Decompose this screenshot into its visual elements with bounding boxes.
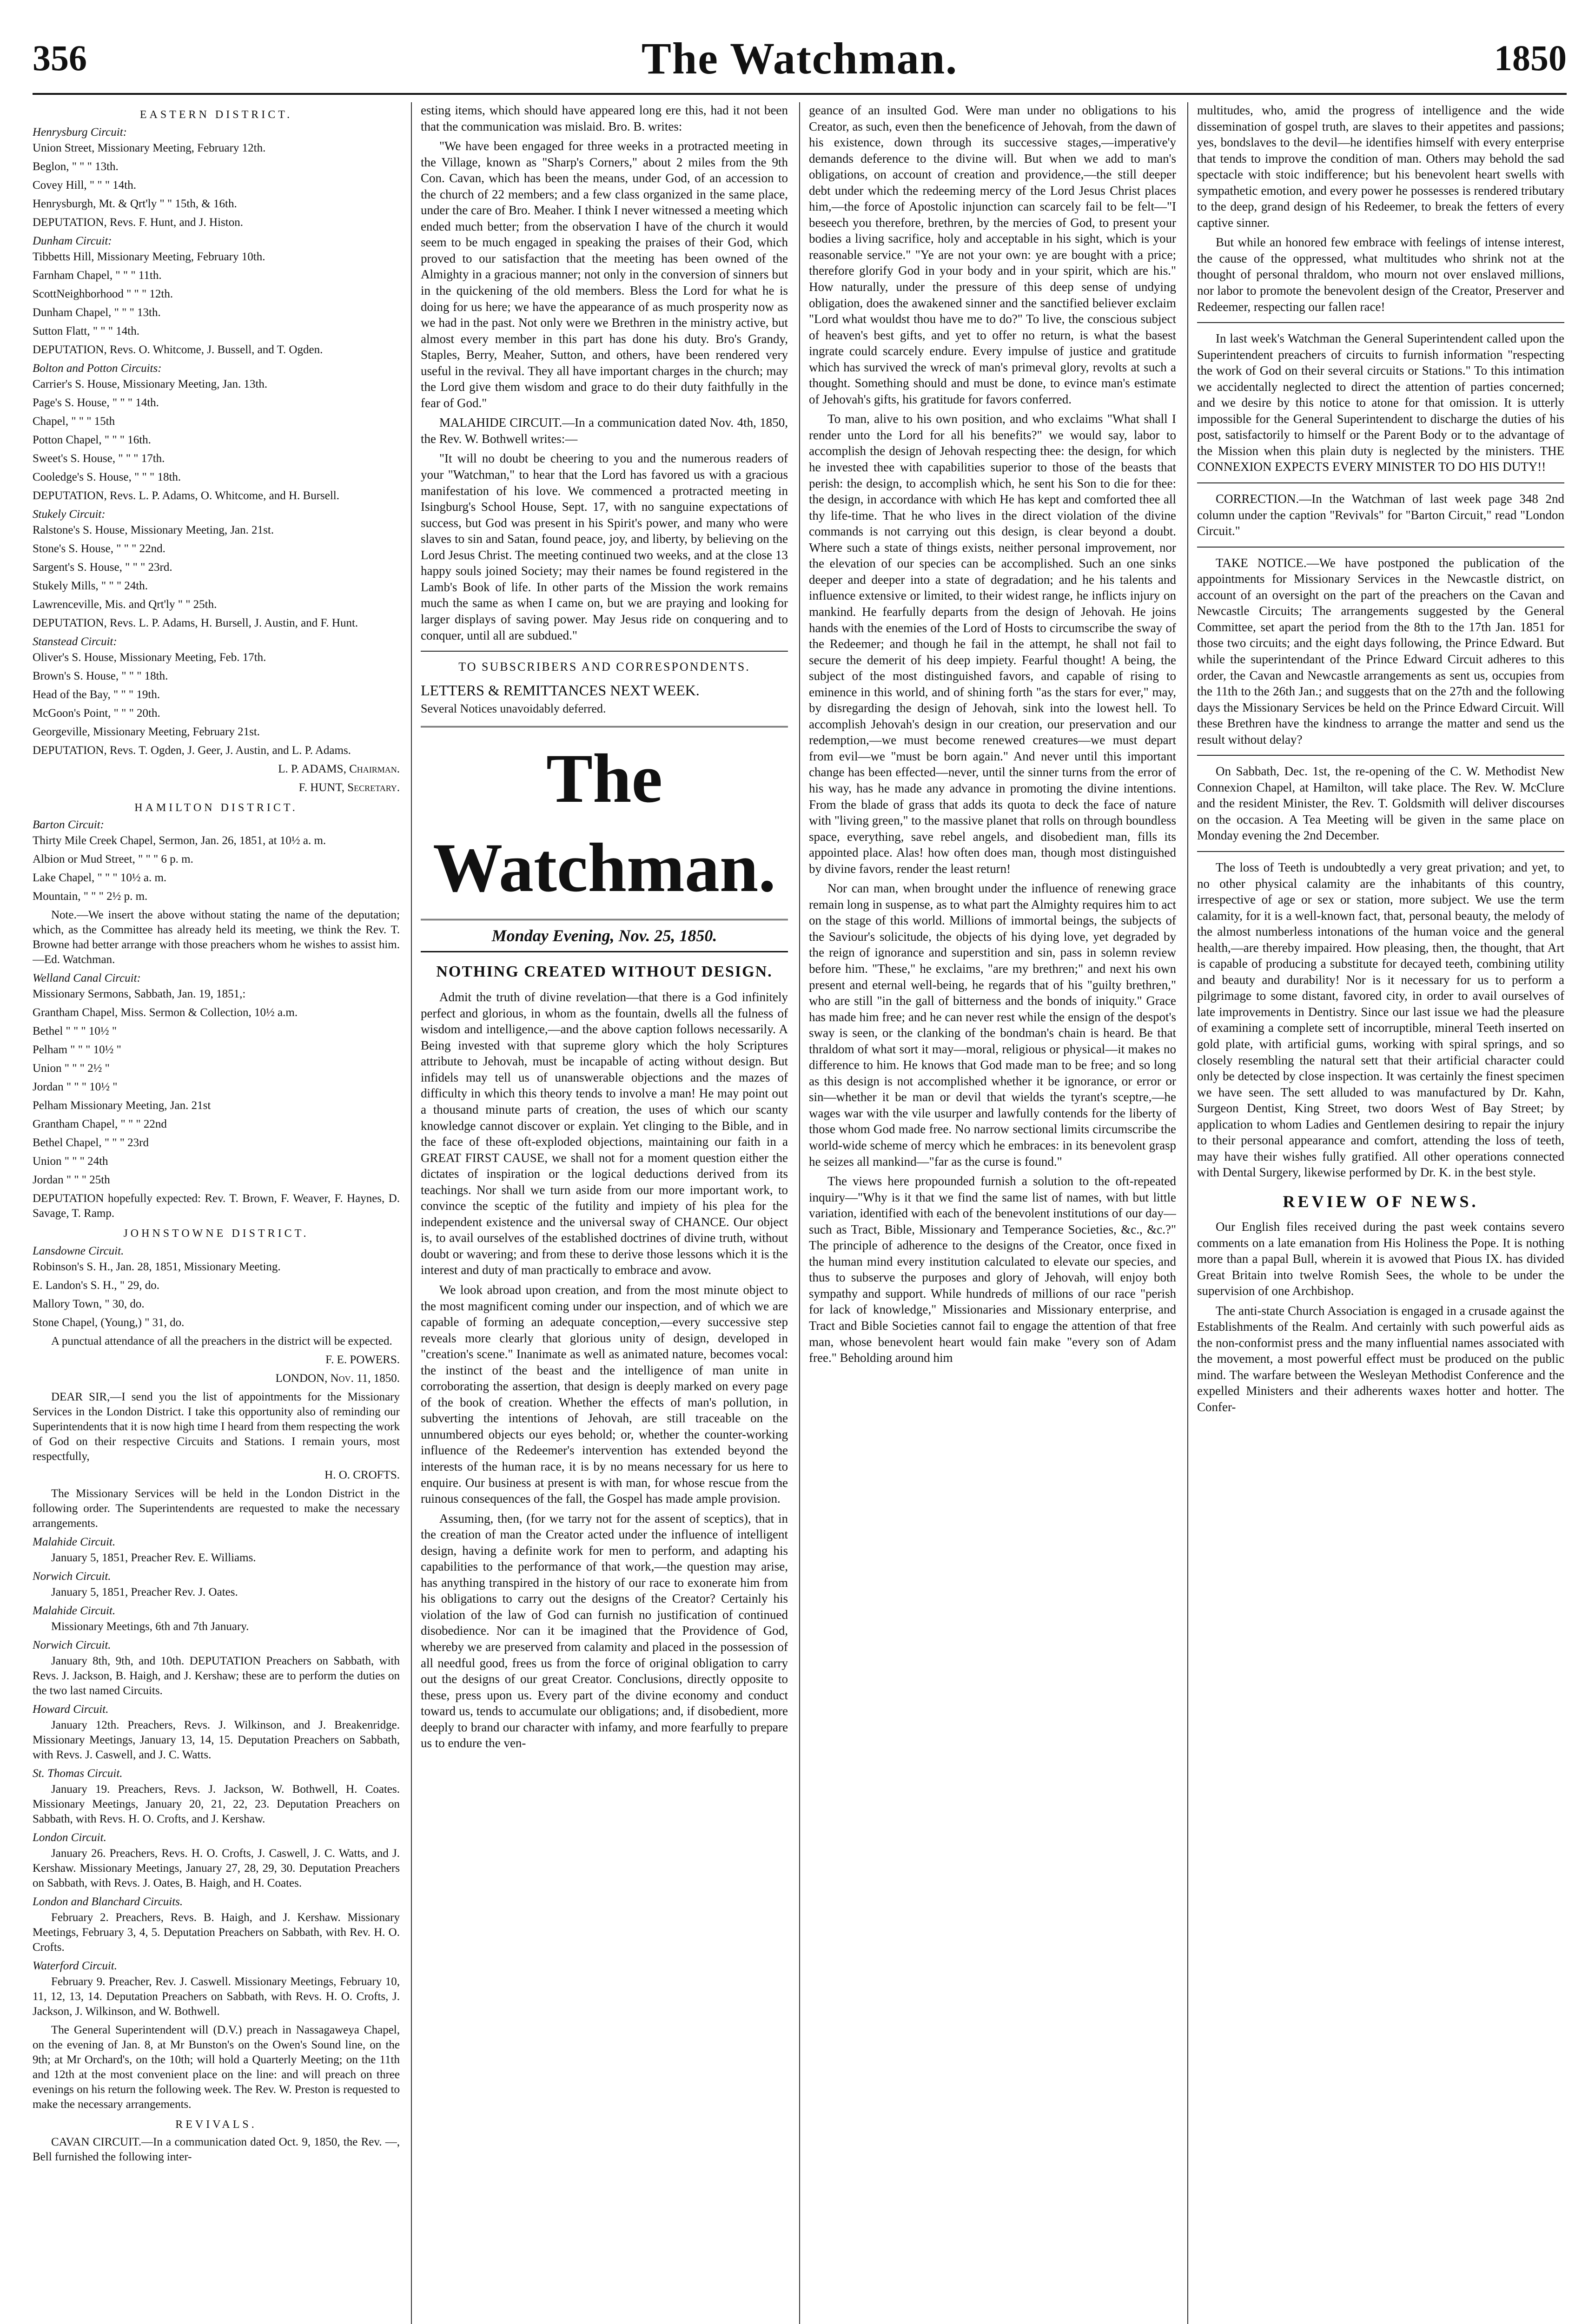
appointment-list: [33, 1260, 400, 1330]
news-paragraph: Our English files received during the past week contains severo comments on a late emanation from His Holiness the Pope. It is nothing more than a papal Bull, wherein it is avowed that Pious IX. has divided Great Britain into twelve Romish Sees, the whole to be under the supervision of one Archbishop.: [1197, 1219, 1564, 1298]
signature: L. P. ADAMS, Chairman.: [278, 762, 400, 775]
appointment-line: ScottNeighborhood " " " 12th.: [33, 287, 173, 300]
notice: LETTERS & REMITTANCES NEXT WEEK.: [421, 682, 700, 699]
appointment-line: Farnham Chapel, " " " 11th.: [33, 269, 162, 282]
circuit-heading: Welland Canal Circuit:: [33, 972, 141, 985]
running-header: [33, 33, 1567, 95]
appointment-line: Page's S. House, " " " 14th.: [33, 396, 159, 409]
appointment-line: DEPUTATION, Revs. F. Hunt, and J. Histon.: [33, 216, 243, 229]
appointment-line: Stone's S. House, " " " 22nd.: [33, 542, 165, 555]
appointment-line: DEPUTATION, Revs. L. P. Adams, O. Whitcome, and H. Bursell.: [33, 489, 339, 502]
appointment-line: Sargent's S. House, " " " 23rd.: [33, 561, 172, 574]
appointment-list: [33, 523, 400, 631]
circuit-heading: Stukely Circuit:: [33, 508, 106, 521]
notice-paragraph: On Sabbath, Dec. 1st, the re-opening of the C. W. Methodist New Connexion Chapel, at Hamilton, will take place. The Rev. W. McClure and the resident Minister, the Rev. T. Goldsmith will deliver discourses on the occasion. A Tea Meeting will be given in the same place on Monday evening the 2nd December.: [1197, 764, 1564, 843]
appointment-line: Georgeville, Missionary Meeting, February 21st.: [33, 725, 260, 738]
appointment-line: McGoon's Point, " " " 20th.: [33, 706, 160, 720]
quoted-letter: "We have been engaged for three weeks in a protracted meeting in the Village, known as "Sharp's Corners," about 2 miles from the 9th Con. Cavan, which has been the means, under God, of an accession to the church of 22 members; and a few class organized in the same place, under the care of Bro. Meaher. I think I never witnessed a meeting which ended much better; from the observation I have of the church it would seem to be much engaged in speaking the praises of their God, which proved to our satisfaction that the meeting has been owned of the Almighty in a gracious manner; not only in the conversion of sinners but in the quickening of the old members. Bless the Lord for what he is doing for us here; we have the appearance of as much prosperity now as we had in the past. Not only were we Brethren in the ministry active, but almost every member in this part has done his duty. Bro's Grandy, Staples, Berry, Meaher, Sutton, and others, have been rendered very useful in the revival. They all have important charges in the church; may the Lord give them wisdom and grace to do their duty faithfully in the fear of God.": [421, 139, 788, 410]
paragraph: Missionary Meetings, 6th and 7th January.: [51, 1620, 249, 1633]
circuit-heading: Stanstead Circuit:: [33, 635, 117, 648]
divider: [421, 651, 788, 652]
appointment-line: E. Landon's S. H., " 29, do.: [33, 1279, 160, 1292]
circuit-heading: Malahide Circuit.: [33, 1604, 116, 1618]
divider: [1197, 547, 1564, 548]
appointment-line: Ralstone's S. House, Missionary Meeting, Jan. 21st.: [33, 523, 274, 536]
article-paragraph: We look abroad upon creation, and from the most minute object to the most magnificent coming under our inspection, and of which we are capable of forming an adequate conception,—every successive step reveals more clearly that glorious unity of design, developed in "creation's scene." Inanimate as well as animated nature, becomes vocal: the instinct of the beast and the intelligence of man unite in corroborating the assertion, that design is deeply marked on every page of the book of creation. Whether the effects of man's pollution, in subverting the intentions of Jehovah, are still traceable on the unnumbered objects our eyes behold; or, whether the counter-working influence of the Redeemer's intervention has extended beyond the interests of the human race, it is by no means necessary for us here to enquire. Our business at present is with man, for whose rescue from the ruinous consequences of the fall, the Gospel has made ample provision.: [421, 1282, 788, 1506]
appointment-line: Grantham Chapel, Miss. Sermon & Collection, 10½ a.m.: [33, 1006, 298, 1019]
appointment-line: Oliver's S. House, Missionary Meeting, Feb. 17th.: [33, 651, 266, 664]
appointment-line: DEPUTATION, Revs. O. Whitcome, J. Bussell, and T. Ogden.: [33, 343, 323, 356]
column-rule: [799, 102, 800, 2324]
appointment-list: [33, 141, 400, 230]
appointment-line: Sutton Flatt, " " " 14th.: [33, 324, 139, 337]
circuit-heading: London Circuit.: [33, 1831, 106, 1844]
appointment-line: Albion or Mud Street, " " " 6 p. m.: [33, 853, 193, 866]
circuit-heading: Barton Circuit:: [33, 819, 104, 832]
quoted-letter: "It will no doubt be cheering to you and the numerous readers of your "Watchman," to hear that the Lord has favored us with a gracious manifestation of his love. We commenced a protracted meeting in Isingburg's School House, Sept. 17, with no sanguine expectations of success, but God was present in his Spirit's power, and many who were slaves to sin and Satan, found peace, joy, and liberty, by believing on the Lord Jesus Christ. The meeting continued two weeks, and at the close 13 happy souls joined Society; may their names be found registered in the Lamb's Book of life. In other parts of the Mission the work remains much the same as when I came on, but we are praying and looking for larger displays of saving power. May Jesus ride on conquering and to conquer, until all are subdued.": [421, 451, 788, 642]
correspondents-heading: TO SUBSCRIBERS AND CORRESPONDENTS.: [458, 660, 750, 674]
editor-note: Note.—We insert the above without stating the name of the deputation; which, as the Committee has already held its meeting, we think the Rev. T. Browne had better arrange with those preachers whom he wishes to assist him.—Ed. Watchman.: [33, 909, 400, 966]
divider: [1197, 755, 1564, 756]
appointment-list: [33, 987, 400, 1221]
appointment-line: Mallory Town, " 30, do.: [33, 1298, 145, 1311]
paragraph: CAVAN CIRCUIT.—In a communication dated Oct. 9, 1850, the Rev. —, Bell furnished the following inter-: [33, 2135, 400, 2163]
circuit-heading: Dunham Circuit:: [33, 234, 112, 247]
appointment-line: Union " " " 2½ ": [33, 1062, 110, 1075]
article-paragraph: Nor can man, when brought under the influence of renewing grace remain long in suspense, as to what part the Almighty requires him to act on the stage of this world. Millions of immortal beings, the subjects of the Saviour's solicitude, the objects of his dying love, yet degraded by the reign of ignorance and superstition and sin, pass in solemn review before him. "These," he exclaims, "are my brethren;" and next his own present and eternal well-being, he regards that of his "guilty brethren," who are still "in the gall of bitterness and the bonds of iniquity." Grace has made him free; and he can never rest while the ensign of the despot's sway is seen, or the clanking of the bondman's chain is heard. Be that thraldom of what sort it may—moral, religious or physical—it makes no difference to him. He knows that God made man to be free; and so long as this design is not accomplished whether it be ignorance, or error or sin—whether it be man or devil that wields the tyrant's sceptre,—he wages war with the vile usurper and lawfully contends for the liberty of those whom God made free. No narrow sectional limits circumscribe the world-wide scheme of mercy which he embraces: in its benevolent grasp he seizes all mankind—"far as the curse is found.": [809, 881, 1176, 1169]
signature: F. HUNT, Secretary.: [298, 781, 400, 794]
appointment-line: Bethel Chapel, " " " 23rd: [33, 1136, 149, 1149]
circuit-heading: Norwich Circuit.: [33, 1639, 111, 1652]
columns: [33, 102, 1567, 2324]
appointment-list: [33, 650, 400, 758]
dateline: Monday Evening, Nov. 25, 1850.: [421, 925, 788, 952]
appointment-line: Union Street, Missionary Meeting, February 12th.: [33, 141, 266, 154]
circuit-heading: Waterford Circuit.: [33, 1960, 117, 1973]
paragraph: January 19. Preachers, Revs. J. Jackson, W. Bothwell, H. Coates. Missionary Meetings, January 20, 21, 22, 23. Deputation Preachers on Sabbath, with Revs. H. O. Crofts, and J. Kershaw.: [33, 1783, 400, 1826]
article-paragraph: multitudes, who, amid the progress of intelligence and the wide dissemination of gospel truth, are slaves to their appetites and passions; yes, bondslaves to the devil—he identifies himself with every enterprise that tends to improve the condition of man. Others may behold the sad spectacle with stoic indifference; but his benevolent heart swells with sympathetic emotion, and every power he possesses is rendered tributary to the deep, grand design of his Redeemer, to break the fetters of every captive sinner.: [1197, 103, 1564, 230]
appointment-line: Jordan " " " 25th: [33, 1174, 110, 1187]
letter: DEAR SIR,—I send you the list of appointments for the Missionary Services in the London District. I take this opportunity also of reminding our Superintendents that it is now high time I heard from them respecting the work of God on their respective Circuits and Stations. I remain yours, most respectfully,: [33, 1391, 400, 1463]
appointment-line: Pelham " " " 10½ ": [33, 1043, 121, 1056]
district-heading: JOHNSTOWNE DISTRICT.: [123, 1228, 309, 1240]
divider: [1197, 851, 1564, 852]
signature: H. O. CROFTS.: [324, 1469, 400, 1482]
correction-paragraph: CORRECTION.—In the Watchman of last week page 348 2nd column under the caption "Revivals" for "Barton Circuit," read "London Circuit.": [1197, 492, 1564, 538]
year: 1850: [1494, 38, 1567, 78]
letter-date: LONDON, Nov. 11, 1850.: [275, 1372, 400, 1385]
appointment-line: Potton Chapel, " " " 16th.: [33, 433, 151, 446]
appointment-line: Cooledge's S. House, " " " 18th.: [33, 470, 181, 483]
circuit-heading: London and Blanchard Circuits.: [33, 1895, 183, 1908]
column-rule: [1187, 102, 1188, 2324]
appointment-line: Carrier's S. House, Missionary Meeting, Jan. 13th.: [33, 377, 268, 390]
appointment-line: Chapel, " " " 15th: [33, 415, 115, 428]
appointment-line: Robinson's S. H., Jan. 28, 1851, Missionary Meeting.: [33, 1261, 281, 1274]
newspaper-page: [33, 33, 1567, 2324]
nameplate: The Watchman.: [421, 726, 788, 920]
circuit-heading: Malahide Circuit.: [33, 1536, 116, 1549]
column-3: [809, 102, 1176, 2324]
divider: [1197, 482, 1564, 483]
paragraph: January 5, 1851, Preacher Rev. J. Oates.: [51, 1586, 238, 1599]
review-heading: REVIEW OF NEWS.: [1283, 1192, 1479, 1211]
notice-paragraph: TAKE NOTICE.—We have postponed the publication of the appointments for Missionary Services in the Newcastle district, on account of an oversight on the part of the preachers on the Cavan and Newcastle Circuits; The arrangements suggested by the General Committee, set apart the period from the 8th to the 17th Jan. 1851 for those two circuits; and the eight days following, the Prince Edward. But while the superintendant of the Prince Edward Circuit adheres to this order, the Cavan and Newcastle arrangements as sent us, occupies from the 11th to the 26th Jan.; and suggests that on the 27th and the following days the Missionary Services be held on the Prince Edward Circuit. Will these Brethren have the kindness to arrange the matter and send us the result without delay?: [1197, 555, 1564, 746]
appointment-line: Beglon, " " " 13th.: [33, 160, 119, 173]
appointment-line: Covey Hill, " " " 14th.: [33, 178, 136, 191]
paragraph: January 26. Preachers, Revs. H. O. Crofts, J. Caswell, J. C. Watts, and J. Kershaw. Missionary Meetings, January 27, 28, 29, 30. Deputation Preachers on Sabbath, with Revs. J. Oates, B. Haigh, and H. Coates.: [33, 1847, 400, 1890]
news-paragraph: The anti-state Church Association is engaged in a crusade against the Establishments of the Realm. And certainly with such powerful aids as the non-conformist press and the many influential names associated with the movement, a most powerful effect must be produced on the public mind. The warfare between the Wesleyan Methodist Conference and the expelled Ministers and their adherents waxes hotter and hotter. The Confer-: [1197, 1303, 1564, 1414]
column-4: [1197, 102, 1564, 2324]
divider: [1197, 322, 1564, 323]
paragraph: A punctual attendance of all the preachers in the district will be expected.: [51, 1335, 392, 1348]
appointment-line: Dunham Chapel, " " " 13th.: [33, 306, 161, 319]
column-rule: [411, 102, 412, 2324]
appointment-line: DEPUTATION, Revs. L. P. Adams, H. Bursell, J. Austin, and F. Hunt.: [33, 616, 358, 629]
notice-paragraph: The loss of Teeth is undoubtedly a very great privation; and yet, to no other physical calamity are the inhabitants of this country, irrespective of age or sex or station, more subject. We use the term calamity, for it is a well-known fact, that, personal beauty, the melody of the almost numberless intonations of the human voice and the general health,—are thereby impaired. How pleasing, then, the thought, that Art is capable of producing a substitute for decayed teeth, combining utility and beauty and durability! Nor is it necessary for us to perform a pilgrimage to some distant, favored city, in order to avail ourselves of late improvements in Dentistry. Since our last issue we had the pleasure of examining a complete sett of incorruptible, mineral Teeth inserted on gold plate, with artificial gums, working with spiral springs, and so closely resembling the natural sett that their artificial character could only be detected by close inspection. It was certainly the finest specimen we have seen. The sett alluded to was manufactured by Dr. Kahn, Surgeon Dentist, King Street, two doors West of Bay Street; by application to whom Ladies and Gentlemen desiring to repair the injury to their personal appearance and comfort, attending the loss of teeth, may have their wishes fully gratified. All other operations connected with Dental Surgery, likewise performed by Dr. K. in the best style.: [1197, 860, 1564, 1180]
circuit-heading: Bolton and Potton Circuits:: [33, 362, 162, 375]
circuit-heading: Henrysburg Circuit:: [33, 125, 127, 139]
circuit-heading: St. Thomas Circuit.: [33, 1767, 123, 1780]
signature: F. E. POWERS.: [325, 1353, 400, 1367]
appointment-line: Stukely Mills, " " " 24th.: [33, 579, 148, 592]
article-paragraph: Admit the truth of divine revelation—that there is a God infinitely perfect and glorious, in whom as the fountain, dwells all the fulness of wisdom and intelligence,—and the above caption follows necessarily. A Being invested with that supreme glory which the holy Scriptures attribute to Jehovah, must be incapable of acting without design. But infidels may tell us of unanswerable objections and the mazes of difficulty in which this theory tends to involve a man! He may point out a thousand minute parts of creation, the uses of which our scanty knowledge cannot discover or explain. Yet clinging to the Bible, and in the face of these oft-exploded objections, maintaining our faith in a GREAT FIRST CAUSE, we shall not for a moment question either the dictates of inspiration or the logical deductions derived from its teachings. Nor shall we turn aside from our more important work, to convince the sceptic of the futility and impiety of his plea for the independent existence and the universal sway of CHANCE. Our object is, to avail ourselves of the established doctrines of divine truth, without doubt or wavering; and from these to derive those lessons which it is the interest and duty of man practically to embrace and avow.: [421, 990, 788, 1277]
article-headline: NOTHING CREATED WITHOUT DESIGN.: [436, 963, 773, 980]
appointment-list: [33, 250, 400, 357]
paragraph: esting items, which should have appeared long ere this, had it not been that the communication was mislaid. Bro. B. writes:: [421, 103, 788, 133]
article-paragraph: The views here propounded furnish a solution to the oft-repeated inquiry—"Why is it that we find the same list of names, with but little variation, identified with each of the benevolent institutions of our day—such as Tract, Bible, Missionary and Temperance Societies, &c., &c.?" The principle of adherence to the designs of the Creator, once fixed in the human mind every institution calculated to elevate our species, and thus to subserve the purposes and glory of Jehovah, will enjoy both sympathy and support. While hundreds of millions of our race "perish for lack of knowledge," Missionaries and Missionary enterprise, and Tract and Bible Societies cannot fail to engage the attention of that free man, whose benevolent heart would fain make "every son of Adam free." Beholding around him: [809, 1174, 1176, 1365]
appointment-line: Pelham Missionary Meeting, Jan. 21st: [33, 1099, 211, 1112]
page-number: 356: [33, 38, 87, 78]
appointment-list: [33, 833, 400, 904]
paragraph: February 2. Preachers, Revs. B. Haigh, and J. Kershaw. Missionary Meetings, February 3, 4, 5. Deputation Preachers on Sabbath, with Rev. H. O. Crofts.: [33, 1911, 400, 1954]
paragraph: January 5, 1851, Preacher Rev. E. Williams.: [51, 1552, 256, 1565]
appointment-line: Lawrenceville, Mis. and Qrt'ly " " 25th.: [33, 598, 217, 611]
appointment-line: Henrysburgh, Mt. & Qrt'ly " " 15th, & 16th.: [33, 197, 237, 210]
district-heading: HAMILTON DISTRICT.: [134, 801, 298, 814]
article-paragraph: geance of an insulted God. Were man under no obligations to his Creator, as such, even then the beneficence of Jehovah, from the dawn of his existence, down through its successive stages,—imperative'y demands deference to the divine will. But when we add to man's obligations, on account of creation and providence,—the still deeper debt under which the redeeming mercy of the Lord Jesus Christ places him,—the force of Apostolic injunction can scarcely fail to be felt—"I beseech you therefore, brethren, by the mercies of God, to present your bodies a living sacrifice, holy and acceptable in his sight, which is your reasonable service." "Ye are not your own: ye are bought with a price; therefore glorify God in your body and in your spirit, which are his." How naturally, under the pressure of this deep sense of undying obligation, does the awakened sinner and the sanctified believer exclaim "Lord what wouldst thou have me to do?" To live, the conscious subject of heaven's best gifts, and yet to offer no return, is what the basest ingrate could scarcely endure. Every impulse of justice and gratitude which has survived the wreck of man's primeval glory, revolts at such a thought. Something should and must be done, to evince man's estimate of Jehovah's gifts, his gratitude for favors conferred.: [809, 103, 1176, 406]
article-paragraph: Assuming, then, (for we tarry not for the assent of sceptics), that in the creation of man the Creator acted under the influence of intelligent design, having a definite work for men to perform, and adapting his capabilities to the performance of that work,—the question may arise, has anything transpired in the history of our race to exonerate him from his obligations to carry out the designs of the Creator? Certainly his violation of the law of God can furnish no justification of continued disobedience. Nor can it be imagined that the Providence of God, whereby we are preserved from calamity and placed in the possession of all needful good, frees us from the force of original obligation to carry out the designs of our great Creator. Conclusions, directly opposite to these, press upon us. Every part of the divine economy and conduct toward us, tends to accumulate our obligations; and, if disobedient, more deeply to brand our character with infamy, and more fearfully to prepare us to endure the ven-: [421, 1511, 788, 1750]
circuit-heading: Howard Circuit.: [33, 1703, 109, 1716]
appointment-line: Missionary Sermons, Sabbath, Jan. 19, 1851,:: [33, 988, 246, 1001]
paragraph: MALAHIDE CIRCUIT.—In a communication dated Nov. 4th, 1850, the Rev. W. Bothwell writes:—: [421, 416, 788, 446]
appointment-line: Sweet's S. House, " " " 17th.: [33, 452, 165, 465]
appointment-line: Lake Chapel, " " " 10½ a. m.: [33, 872, 167, 885]
appointment-line: Jordan " " " 10½ ": [33, 1081, 118, 1094]
circuit-heading: Norwich Circuit.: [33, 1570, 111, 1583]
appointment-line: Stone Chapel, (Young,) " 31, do.: [33, 1316, 185, 1329]
column-2: [421, 102, 788, 2324]
paragraph: February 9. Preacher, Rev. J. Caswell. Missionary Meetings, February 10, 11, 12, 13, 14. Deputation Preachers on Sabbath, with Revs. H. O. Crofts, J. Jackson, J. Wilkinson, and W. Bothwell.: [33, 1975, 400, 2018]
appointment-line: Thirty Mile Creek Chapel, Sermon, Jan. 26, 1851, at 10½ a. m.: [33, 834, 326, 847]
notice: Several Notices unavoidably deferred.: [421, 702, 606, 716]
paragraph: January 12th. Preachers, Revs. J. Wilkinson, and J. Breakenridge. Missionary Meetings, January 13, 14, 15. Deputation Preachers on Sabbath, with Revs. J. Caswell, and J. C. Watts.: [33, 1719, 400, 1762]
appointment-line: Head of the Bay, " " " 19th.: [33, 688, 160, 701]
column-1: [33, 102, 400, 2324]
district-heading: EASTERN DISTRICT.: [139, 109, 293, 121]
appointment-line: Bethel " " " 10½ ": [33, 1025, 117, 1038]
appointment-line: DEPUTATION hopefully expected: Rev. T. Brown, F. Weaver, F. Haynes, D. Savage, T. Ramp.: [33, 1192, 400, 1220]
appointment-list: [33, 377, 400, 503]
notice-paragraph: In last week's Watchman the General Superintendent called upon the Superintendent preachers of circuits to furnish information "respecting the work of God on their several circuits or Stations." To this intimation we accidentally neglected to direct the attention of parties concerned; and we desire by this notice to atone for that omission. It is utterly impossible for the General Superintendent to discharge the duties of his post, satisfactorily to himself or the Parent Body or to the advantage of the Mission when this plain duty is neglected by the ministers. THE CONNEXION EXPECTS EVERY MINISTER TO DO HIS DUTY!!: [1197, 331, 1564, 474]
appointment-line: Brown's S. House, " " " 18th.: [33, 669, 168, 682]
running-title: The Watchman.: [641, 33, 958, 83]
paragraph: January 8th, 9th, and 10th. DEPUTATION Preachers on Sabbath, with Revs. J. Jackson, B. Haigh, and J. Kershaw; these are to perform the duties on the two last named Circuits.: [33, 1655, 400, 1697]
appointment-line: Mountain, " " " 2½ p. m.: [33, 890, 148, 903]
section-heading: REVIVALS.: [175, 2119, 257, 2131]
appointment-line: Grantham Chapel, " " " 22nd: [33, 1118, 167, 1131]
appointment-line: Tibbetts Hill, Missionary Meeting, February 10th.: [33, 250, 265, 263]
circuit-heading: Lansdowne Circuit.: [33, 1245, 124, 1258]
article-paragraph: But while an honored few embrace with feelings of intense interest, the cause of the oppressed, what multitudes who shrink not at the thought of personal thraldom, who mourn not over enslaved millions, nor labor to promote the benevolent design of the Creator, Preserver and Redeemer, respecting our fallen race!: [1197, 235, 1564, 314]
paragraph: The Missionary Services will be held in the London District in the following order. The Superintendents are requested to make the necessary arrangements.: [33, 1487, 400, 1530]
appointment-line: DEPUTATION, Revs. T. Ogden, J. Geer, J. Austin, and L. P. Adams.: [33, 744, 351, 757]
appointment-line: Union " " " 24th: [33, 1155, 108, 1168]
article-paragraph: To man, alive to his own position, and who exclaims "What shall I render unto the Lord for all his benefits?" we would say, labor to accomplish the design of Jehovah respecting thee: the design, for which he invested thee with capabilities superior to those of the beasts that perish: the design, to accomplish which, he sent his Son to die for thee: the design, in accordance with which He has kept and comforted thee all thy life-time. That he who lives in the direct violation of the divine commands is not carrying out this design, is clear beyond a doubt. Where such a state of things exists, neither personal improvement, nor the elevation of our species can be accomplished. Such an one sinks deeper and deeper into a state of degradation; and he his talents and influence extensive or limited, to their widest range, he inflicts injury on mankind. He fearfully departs from the design of Jehovah. He joins hands with the enemies of the Lord of Hosts to circumscribe the sway of the Redeemer; and though he fail in the attempt, he shall not fail to secure the demerit of his deep impiety. Fearful thought! A being, the subject of the most distinguished favors, and capable of rising to eminence in this world, and of shining forth "as the stars for ever," may, by disregarding the design of Jehovah, sink into the lowest hell. To accomplish Jehovah's design in our creation, our preservation and our redemption,—we must become renewed creatures—we must depart from evil—we "must be born again." And never until this important change has been effected—never, until the sinner turns from the error of his way, has he made any advance in promoting the divine intentions. From the blade of grass that adds its quota to deck the face of nature with "living green," to the massive planet that rolls on through boundless space, everything, save rebel angels, and disobedient man, fills its appointed place. Alas! how often does man, though most distinguished by divine favors, render the least return!: [809, 412, 1176, 876]
paragraph: The General Superintendent will (D.V.) preach in Nassagaweya Chapel, on the evening of Jan. 8, at Mr Bunston's on the Owen's Sound line, on the 9th; at Mr Orchard's, on the 10th; will hold a Quarterly Meeting; on the 11th and 12th at the most convenient place on the line: and will preach on three evenings on his return the following week. The Rev. W. Preston is requested to make the necessary arrangements.: [33, 2024, 400, 2111]
